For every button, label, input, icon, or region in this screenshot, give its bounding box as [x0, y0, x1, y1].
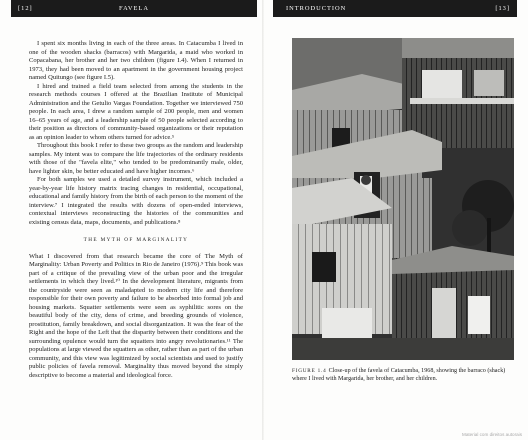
left-running-head — [11, 0, 257, 17]
left-running-title: FAVELA — [119, 5, 149, 12]
right-running-head — [273, 0, 517, 17]
left-body-text — [29, 40, 243, 380]
figure-label: FIGURE 1.4 — [292, 368, 329, 374]
paragraph: I spent six months living in each of the three areas. In Catacumba I lived in one of the wooden shacks (barracos) with Margarida, a maid who worked in Copacabana, her brother and her two children (figure I.4). When I returned in 1973, they had been moved to an apartment in the government housing project named Quitungo (see figure I.5). — [29, 40, 243, 81]
section-heading: THE MYTH OF MARGINALITY — [83, 237, 189, 243]
right-page-number: [13] — [495, 5, 510, 12]
paragraph: I hired and trained a field team selected from among the students in the research methods courses I offered at the Brazilian Institute of Municipal Administration and the Getulio Vargas Foundation. Together we interviewed 750 people. In each area, I drew a random sample of 200 people, men and women 16–65 years of age, and a leadership sample of 50 people selected according to their position as directors of community-based organizations or their reputation as an opinion leader to whom others turned for advice.⁵ — [29, 82, 243, 141]
right-running-title: INTRODUCTION — [286, 5, 347, 12]
left-page-number: [12] — [18, 5, 33, 12]
paragraph: Throughout this book I refer to these two groups as the random and leadership samples. My intent was to compare the life trajectories of the ordinary residents with those of the "favela elite," who tended to be predominantly male, older, have lighter skin, be better educated and have higher incomes.⁶ — [29, 142, 243, 175]
figure-caption — [292, 368, 512, 384]
paragraph: What I discovered from that research became the core of The Myth of Marginality: Urban Poverty and Politics in Rio de Janeiro (1976).⁹ This book was part of a critique of the prevailing view of the urban poor and the irregular settlements in which they lived.¹⁰ In the development literature, migrants from the countryside were seen as maladapted to modern city life and therefore responsible for their own poverty and failure to be absorbed into formal job and housing markets. Squatter settlements were seen as syphilitic sores on the beautiful body of the city, dens of crime, and breeding grounds of violence, prostitution, family breakdown, and social disorganization. It was the fear of the Right and the hope of the Left that the disparity between their conditions and the surrounding opulence would turn the squatters into angry revolutionaries.¹¹ The populations at large viewed the squatters as other, rather than as part of the urban community, and this view was legitimized by social scientists and used to justify public policies of favela removal. Marginality thus moved beyond the simply descriptive to become a material and ideological force. — [29, 252, 243, 379]
favela-photograph — [292, 38, 514, 360]
caption-text: Close-up of the favela of Catacumba, 1968, showing the barraco (shack) where I lived with Margarida, her brother, and her children. — [292, 368, 506, 382]
watermark-text: Material com direitos autorais — [462, 432, 522, 437]
right-page — [264, 0, 528, 440]
paragraph: For both samples we used a detailed survey instrument, which included a year-by-year life history matrix tracing changes in residential, occupational, educational and family history from the birth of each person to the moment of the interview.⁷ I integrated the results with dozens of open-ended interviews, contextual interviews reconstructing the histories of the communities and existing census data, maps, documents, and publications.⁸ — [29, 176, 243, 226]
